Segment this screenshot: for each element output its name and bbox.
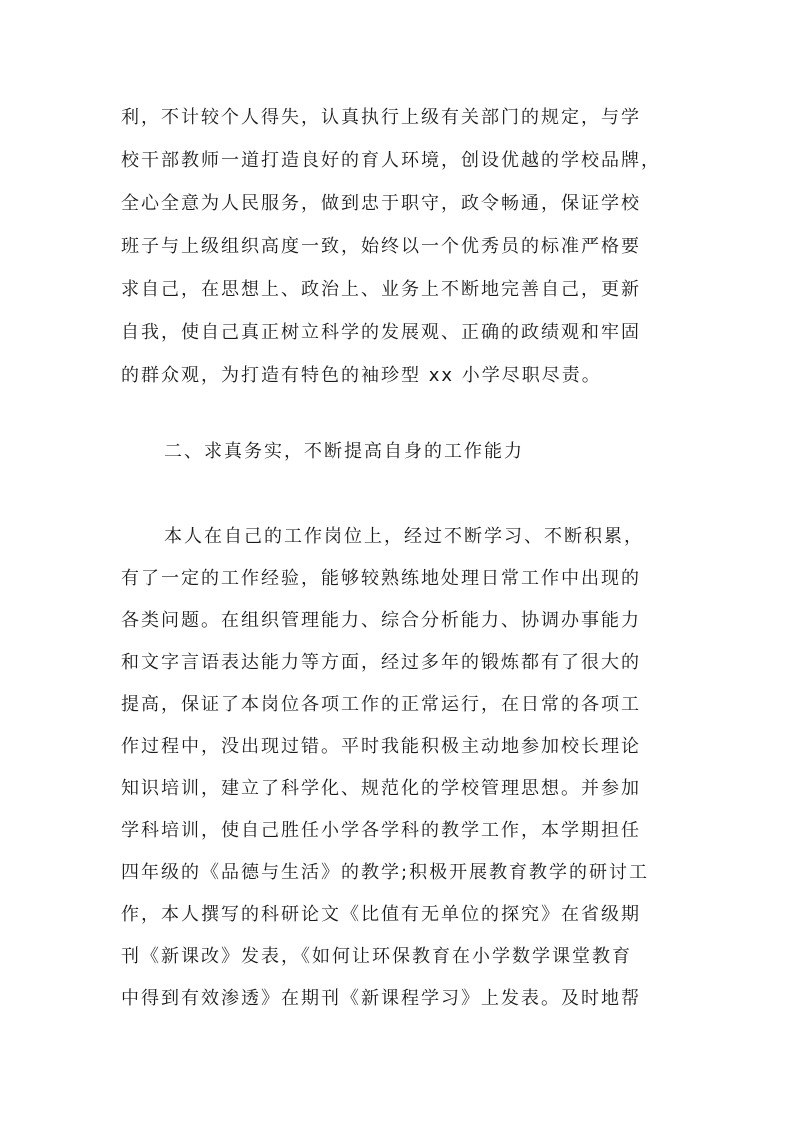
paragraph-1-line-2: 校干部教师一道打造良好的育人环境，创设优越的学校品牌，: [121, 150, 661, 171]
paragraph-2-line-7: 知识培训，建立了科学化、规范化的学校管理思想。并参加: [121, 778, 641, 799]
paragraph-2-line-1: 本人在自己的工作岗位上，经过不断学习、不断积累，: [164, 526, 644, 547]
section-heading: 二、求真务实，不断提高自身的工作能力: [164, 441, 524, 462]
paragraph-2-line-10: 作，本人撰写的科研论文《比值有无单位的探究》在省级期: [121, 904, 641, 925]
paragraph-2-line-6: 作过程中，没出现过错。平时我能积极主动地参加校长理论: [121, 736, 641, 757]
paragraph-1-line-5: 求自己，在思想上、政治上、业务上不断地完善自己，更新: [121, 279, 641, 300]
paragraph-2-line-3: 各类问题。在组织管理能力、综合分析能力、协调办事能力: [121, 610, 641, 631]
paragraph-1-line-6: 自我，使自己真正树立科学的发展观、正确的政绩观和牢固: [121, 322, 641, 343]
paragraph-1-line-3: 全心全意为人民服务，做到忠于职守，政令畅通，保证学校: [121, 193, 641, 214]
paragraph-2-line-4: 和文字言语表达能力等方面，经过多年的锻炼都有了很大的: [121, 652, 641, 673]
paragraph-1-line-4: 班子与上级组织高度一致，始终以一个优秀员的标准严格要: [121, 236, 641, 257]
paragraph-2-line-2: 有了一定的工作经验，能够较熟练地处理日常工作中出现的: [121, 568, 641, 589]
paragraph-1-line-1: 利，不计较个人得失，认真执行上级有关部门的规定，与学: [121, 107, 641, 128]
paragraph-2-line-8: 学科培训，使自己胜任小学各学科的教学工作，本学期担任: [121, 820, 641, 841]
paragraph-2-line-11: 刊《新课改》发表，《如何让环保教育在小学数学课堂教育: [121, 946, 632, 967]
paragraph-1-line-7: 的群众观，为打造有特色的袖珍型 xx 小学尽职尽责。: [121, 365, 602, 386]
paragraph-2-line-5: 提高，保证了本岗位各项工作的正常运行，在日常的各项工: [121, 694, 641, 715]
paragraph-2-line-12: 中得到有效渗透》在期刊《新课程学习》上发表。及时地帮: [121, 988, 641, 1009]
paragraph-2-line-9: 四年级的《品德与生活》的教学;积极开展教育教学的研讨工: [121, 862, 650, 883]
